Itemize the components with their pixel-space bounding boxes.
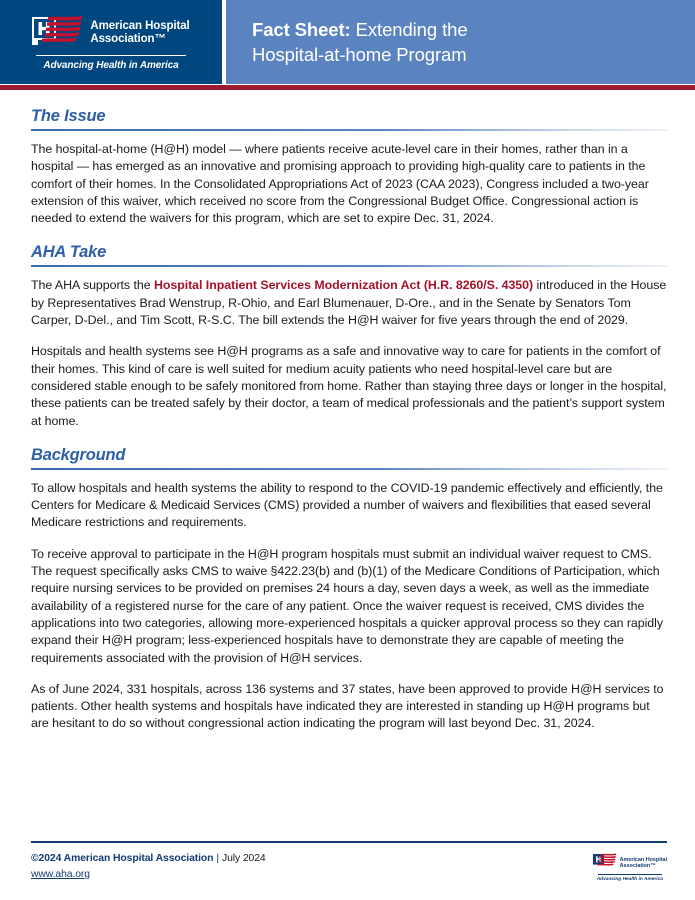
header-title-panel [226, 0, 695, 84]
paragraph-pre-text: The AHA supports the [31, 278, 154, 293]
footer-divider-rule [31, 841, 667, 843]
section-heading-rule [31, 265, 667, 267]
footer-separator: | [216, 853, 220, 864]
page-title-line-1 [252, 17, 695, 42]
footer-logo-row [593, 853, 667, 872]
footer-content [31, 852, 667, 900]
page-footer [0, 841, 695, 900]
bill-name-highlight: Hospital Inpatient Services Modernization Act (H.R. 8260/S. 4350) [153, 278, 534, 293]
aha-flag-h-icon [32, 15, 84, 50]
footer-logo-name-line1: American Hospital [619, 856, 667, 863]
aha-logo [32, 15, 189, 71]
footer-text-block [31, 852, 266, 882]
paragraph: To receive approval to participate in the H@H program hospitals must submit an individual waiver request to CMS. The request specifically asks CMS to waive §422.23(b) and (b)(1) of the Medicare Conditions of Participation, which require nursing services to be provided on premises 24 hours a day, seven days a week, as well as the immediate availability of a registered nurse for the care of any patient. Once the waiver request is received, CMS divides the applications into two categories, allowing more-experienced hospitals a quicker approval process so they can rapidly expand their H@H program; less-experienced hospitals have to demonstrate they are capable of meeting the requirements associated with the provision of H@H services. [31, 546, 663, 665]
section-aha-take [31, 243, 667, 429]
paragraph: To allow hospitals and health systems the ability to respond to the COVID-19 pandemic effectively and efficiently, the Centers for Medicare & Medicaid Services (CMS) provided a number of waivers and flexibilities that eased several Medicare restrictions and requirements. [31, 480, 663, 530]
aha-flag-h-icon [593, 853, 617, 872]
logo-divider [36, 55, 186, 56]
section-the-issue [31, 107, 667, 227]
paragraph [31, 277, 667, 329]
footer-copyright: ©2024 American Hospital Association [31, 853, 214, 864]
page-title-line-2: Hospital-at-home Program [252, 44, 467, 65]
footer-logo-name-line2: Association™ [619, 862, 656, 869]
footer-copyright-line [31, 853, 266, 864]
page-header [0, 0, 695, 84]
footer-date: July 2024 [222, 853, 266, 864]
logo-name-line1: American Hospital [90, 20, 190, 32]
section-heading: Background [31, 445, 126, 464]
paragraph-post-text: introduced in the House by Representatives Brad Wenstrup, R-Ohio, and Earl Blumenauer, D-Ore., and in the Senate by Senators Tom Carper, D-Del., and Tim Scott, R-S.C. The bill extends the H@H waiver for five years through the end of 2029. [31, 278, 667, 328]
paragraph: As of June 2024, 331 hospitals, across 136 systems and 37 states, have been approved to provide H@H services to patients. Other health systems and hospitals have indicated they are interested in standing up H@H programs but are hesitant to do so without congressional action indicating the program will last beyond Dec. 31, 2024. [31, 681, 664, 731]
page-title-rest: Extending the [350, 19, 468, 40]
logo-mark-row [32, 15, 189, 50]
section-background [31, 446, 667, 733]
logo-name-line2: Association™ [90, 32, 166, 45]
section-spacer [31, 432, 667, 446]
paragraph: Hospitals and health systems see H@H programs as a safe and innovative way to care for patients in the comfort of their homes. This kind of care is well suited for medium acuity patients who need hospital-level care but are considered stable enough to be safely monitored from home. Rather than staying three days or longer in the hospital, these patients can be treated safely by their doctor, a team of medical professionals and the patient’s support system at home. [31, 344, 667, 428]
logo-wordmark [90, 20, 189, 45]
document-body [0, 91, 695, 733]
footer-logo-divider [598, 874, 662, 875]
header-accent-rule [0, 84, 695, 91]
section-heading: The Issue [31, 107, 106, 125]
section-heading-rule [31, 129, 667, 131]
footer-logo-wordmark [620, 857, 667, 869]
section-heading: AHA Take [31, 243, 107, 262]
header-logo-panel [0, 0, 222, 84]
footer-website-link[interactable]: www.aha.org [31, 869, 90, 880]
footer-aha-logo [593, 852, 667, 882]
section-heading-rule [31, 468, 667, 470]
footer-logo-tagline: Advancing Health in America [596, 876, 663, 882]
paragraph: The hospital-at-home (H@H) model — where patients receive acute-level care in their homes, rather than in a hospital — has emerged as an innovative and promising approach to providing high-quality care to patients in the comfort of their homes. In the Consolidated Appropriations Act of 2023 (CAA 2023), Congress included a two-year extension of this waiver, which received no score from the Congressional Budget Office. Congressional action is needed to extend the waivers for this program, which are set to expire Dec. 31, 2024. [31, 142, 649, 226]
page-title-prefix: Fact Sheet: [252, 19, 351, 40]
section-spacer [31, 229, 667, 243]
logo-tagline: Advancing Health in America [43, 60, 179, 71]
